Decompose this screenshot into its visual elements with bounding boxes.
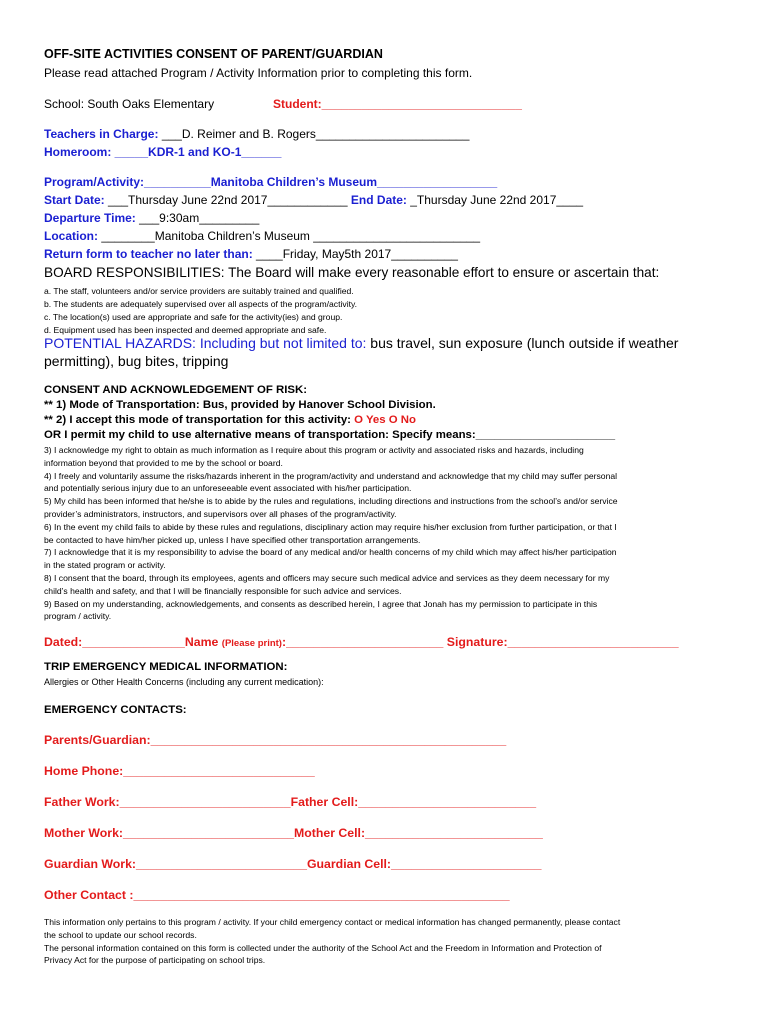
board-item: a. The staff, volunteers and/or service providers are suitably trained and qualified. — [44, 286, 354, 296]
consent-line: 6) In the event my child fails to abide by these rules and regulations, disciplinary action may require his/her exclusion from further participation, or that I — [44, 521, 617, 532]
footer-line: This information only pertains to this program / activity. If your child emergency contact or medical information has changed permanently, please contact — [44, 917, 621, 927]
teachers-label: Teachers in Charge: — [44, 127, 159, 141]
location-label: Location: — [44, 229, 98, 243]
board-item: b. The students are adequately supervised over all aspects of the program/activity. — [44, 299, 358, 309]
mother-work-field[interactable]: Mother Work:_________________________ — [44, 826, 294, 840]
departure-value: ___9:30am_________ — [135, 211, 260, 225]
consent-line: provider’s administrators, instructors, and supervisors over all phases of the program/activity. — [44, 508, 397, 519]
yes-no-radio-options[interactable]: O Yes O No — [354, 414, 416, 426]
footer-line: Privacy Act for the purpose of participating on school trips. — [44, 955, 266, 966]
teachers-value: ___D. Reimer and B. Rogers_______________________ — [158, 127, 470, 141]
consent-line: program / activity. — [44, 611, 112, 622]
mother-cell-field[interactable]: Mother Cell:__________________________ — [294, 826, 543, 840]
footer-line: the school to update our school records. — [44, 929, 197, 940]
end-date-value: _Thursday June 22nd 2017____ — [406, 193, 584, 207]
school-name: School: South Oaks Elementary — [44, 97, 215, 111]
consent-statements — [44, 444, 618, 623]
start-date-label: Start Date: — [44, 193, 105, 207]
consent-line: 8) I consent that the board, through its employees, agents and officers may secure such medical advice and services as they deem necessary for my — [44, 572, 610, 583]
board-responsibilities-heading: BOARD RESPONSIBILITIES: The Board will make every reasonable effort to ensure or ascertain that: — [44, 265, 660, 280]
teachers-in-charge[interactable] — [44, 126, 469, 143]
form-title: OFF-SITE ACTIVITIES CONSENT OF PARENT/GUARDIAN — [44, 47, 383, 61]
consent-line: 7) I acknowledge that it is my responsibility to advise the board of any medical and/or health concerns of my child which may affect his/her participation — [44, 547, 617, 558]
departure-label: Departure Time: — [44, 211, 136, 225]
father-cell-field[interactable]: Father Cell:__________________________ — [290, 795, 537, 809]
mother-row — [44, 825, 543, 841]
signature-field[interactable]: Signature:_________________________ — [443, 635, 679, 649]
board-item: c. The location(s) used are appropriate and safe for the activity(ies) and group. — [44, 312, 343, 322]
consent-line: child’s health and safety, and that I will be financially responsible for such advice and services. — [44, 585, 402, 596]
alternative-transport-field[interactable]: OR I permit my child to use alternative means of transportation: Specify means:______________________ — [44, 429, 616, 441]
emergency-contacts-heading: EMERGENCY CONTACTS: — [44, 704, 187, 716]
transport-mode: ** 1) Mode of Transportation: Bus, provided by Hanover School Division. — [44, 399, 436, 411]
consent-line: 3) I acknowledge my right to obtain as much information as I require about this program or activity and associated risks and hazards, including — [44, 445, 584, 455]
signature-row — [44, 634, 679, 652]
consent-line: 4) I freely and voluntarily assume the risks/hazards inherent in the program/activity and understand and acknowledge that my child may suffer personal — [44, 470, 618, 481]
end-date-label: End Date: — [347, 193, 407, 207]
program-activity-field[interactable]: Program/Activity:__________Manitoba Children’s Museum__________________ — [44, 175, 498, 189]
start-date-value: ___Thursday June 22nd 2017____________ — [104, 193, 348, 207]
dates-row[interactable] — [44, 192, 583, 209]
name-field[interactable]: :_______________________ — [281, 635, 444, 649]
guardian-row — [44, 856, 541, 872]
consent-line: information beyond that provided to me by the school or board. — [44, 457, 283, 468]
name-label: Name — [184, 635, 222, 649]
return-by-field[interactable] — [44, 246, 458, 263]
consent-heading: CONSENT AND ACKNOWLEDGEMENT OF RISK: — [44, 384, 308, 396]
other-contact-field[interactable]: Other Contact :_______________________________________________________ — [44, 888, 510, 902]
consent-line: be contacted to have him/her picked up, unless I have specified other transportation arrangements. — [44, 534, 421, 545]
parents-guardian-field[interactable]: Parents/Guardian:____________________________________________________ — [44, 733, 507, 747]
potential-hazards — [44, 334, 678, 353]
consent-line: 5) My child has been informed that he/she is to abide by the rules and regulations, including directions and instructions from the school’s and/or service — [44, 496, 618, 507]
consent-line: in the stated program or activity. — [44, 560, 166, 571]
medical-heading: TRIP EMERGENCY MEDICAL INFORMATION: — [44, 661, 288, 673]
board-item: d. Equipment used has been inspected and deemed appropriate and safe. — [44, 325, 327, 335]
homeroom-field[interactable]: Homeroom: _____KDR-1 and KO-1______ — [44, 145, 282, 159]
location-value: ________Manitoba Children’s Museum _________________________ — [98, 229, 481, 243]
father-row — [44, 794, 536, 810]
footer-line: The personal information contained on this form is collected under the authority of the School Act and the Freedom in Information and Protection of — [44, 942, 602, 953]
return-value: ____Friday, May5th 2017__________ — [252, 247, 458, 261]
hazards-text: bus travel, sun exposure (lunch outside if weather — [366, 335, 679, 351]
transport-accept — [44, 413, 416, 428]
father-work-field[interactable]: Father Work:_________________________ — [44, 795, 291, 809]
location-field[interactable] — [44, 228, 480, 245]
consent-line: 9) Based on my understanding, acknowledgements, and consents as described herein, I agree that Jonah has my permission to participate in this — [44, 598, 598, 609]
student-field[interactable]: Student:______________________________ — [273, 97, 522, 111]
board-responsibilities-list — [44, 285, 357, 337]
name-print-hint: (Please print) — [221, 638, 282, 649]
departure-time-field[interactable] — [44, 210, 259, 227]
dated-field[interactable]: Dated:_______________ — [44, 635, 185, 649]
home-phone-field[interactable]: Home Phone:____________________________ — [44, 764, 315, 778]
footer-notice — [44, 916, 620, 967]
hazards-label: POTENTIAL HAZARDS: Including but not limited to: — [44, 335, 367, 351]
hazards-text-continued: permitting), bug bites, tripping — [44, 353, 229, 369]
allergies-field[interactable]: Allergies or Other Health Concerns (including any current medication): — [44, 677, 324, 687]
guardian-cell-field[interactable]: Guardian Cell:______________________ — [306, 857, 542, 871]
return-label: Return form to teacher no later than: — [44, 247, 253, 261]
form-instruction: Please read attached Program / Activity Information prior to completing this form. — [44, 66, 473, 80]
transport-accept-label: ** 2) I accept this mode of transportation for this activity: — [44, 414, 355, 426]
guardian-work-field[interactable]: Guardian Work:_________________________ — [44, 857, 307, 871]
consent-line: and potentially serious injury due to an unforeseeable event associated with his/her participation. — [44, 483, 412, 494]
